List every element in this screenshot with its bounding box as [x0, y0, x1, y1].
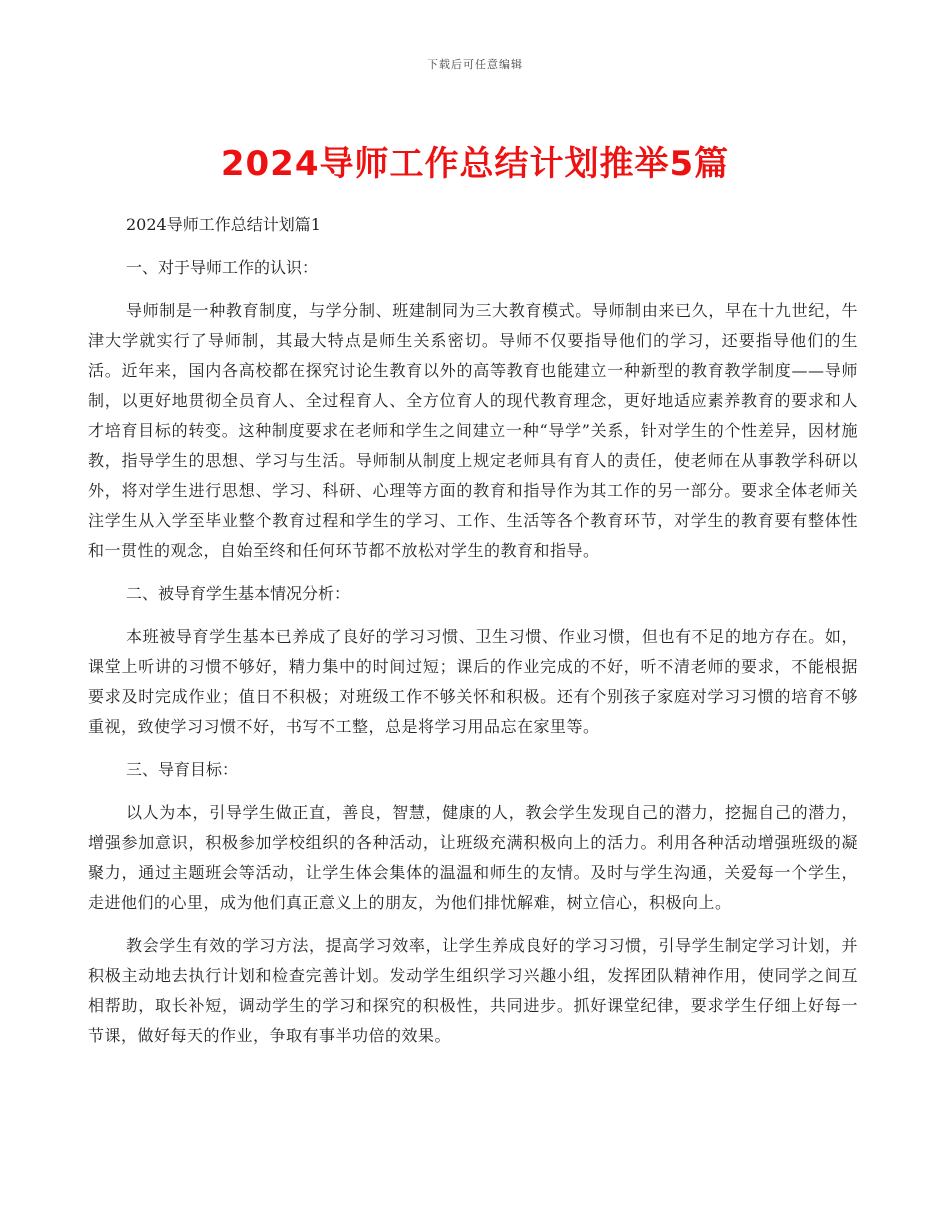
- section-3-paragraph-2: 教会学生有效的学习方法，提高学习效率，让学生养成良好的学习习惯，引导学生制定学习计划，并积极主动地去执行计划和检查完善计划。发动学生组织学习兴趣小组，发挥团队精神作用，使同学之间互相帮助，取长补短，调动学生的学习和探究的积极性，共同进步。抓好课堂纪律，要求学生仔细上好每一节课，做好每天的作业，争取有事半功倍的效果。: [88, 936, 858, 1045]
- section-heading-1: 一、对于导师工作的认识：: [126, 258, 319, 277]
- section-heading-3: 三、导育目标：: [126, 760, 239, 779]
- section-2-paragraph-1: 本班被导育学生基本已养成了良好的学习习惯、卫生习惯、作业习惯，但也有不足的地方存在。如，课堂上听讲的习惯不够好，精力集中的时间过短；课后的作业完成的不好，听不清老师的要求，不能根据要求及时完成作业；值日不积极；对班级工作不够关怀和积极。还有个别孩子家庭对学习习惯的培育不够重视，致使学习习惯不好，书写不工整，总是将学习用品忘在家里等。: [88, 627, 858, 736]
- header-note: 下载后可任意编辑: [427, 58, 523, 71]
- document-body: [88, 210, 858, 1064]
- section-heading-2: 二、被导育学生基本情况分析：: [126, 584, 351, 603]
- section-3-paragraph-1: 以人为本，引导学生做正直，善良，智慧，健康的人，教会学生发现自己的潜力，挖掘自己的潜力，增强参加意识，积极参加学校组织的各种活动，让班级充满积极向上的活力。利用各种活动增强班级的凝聚力，通过主题班会等活动，让学生体会集体的温温和师生的友情。及时与学生沟通，关爱每一个学生，走进他们的心里，成为他们真正意义上的朋友，为他们排忧解难，树立信心，积极向上。: [88, 803, 858, 912]
- section-1-paragraph-1: 导师制是一种教育制度，与学分制、班建制同为三大教育模式。导师制由来已久，早在十九世纪，牛津大学就实行了导师制，其最大特点是师生关系密切。导师不仅要指导他们的学习，还要指导他们的生活。近年来，国内各高校都在探究讨论生教育以外的高等教育也能建立一种新型的教育教学制度——导师制，以更好地贯彻全员育人、全过程育人、全方位育人的现代教育理念，更好地适应素养教育的要求和人才培育目标的转变。这种制度要求在老师和学生之间建立一种“导学”关系，针对学生的个性差异，因材施教，指导学生的思想、学习与生活。导师制从制度上规定老师具有育人的责任，使老师在从事教学科研以外，将对学生进行思想、学习、科研、心理等方面的教育和指导作为其工作的另一部分。要求全体老师关注学生从入学至毕业整个教育过程和学生的学习、工作、生活等各个教育环节，对学生的教育要有整体性和一贯性的观念，自始至终和任何环节都不放松对学生的教育和指导。: [88, 301, 858, 560]
- article-subtitle: 2024导师工作总结计划篇1: [126, 215, 321, 234]
- document-title: 2024导师工作总结计划推举5篇: [220, 144, 730, 184]
